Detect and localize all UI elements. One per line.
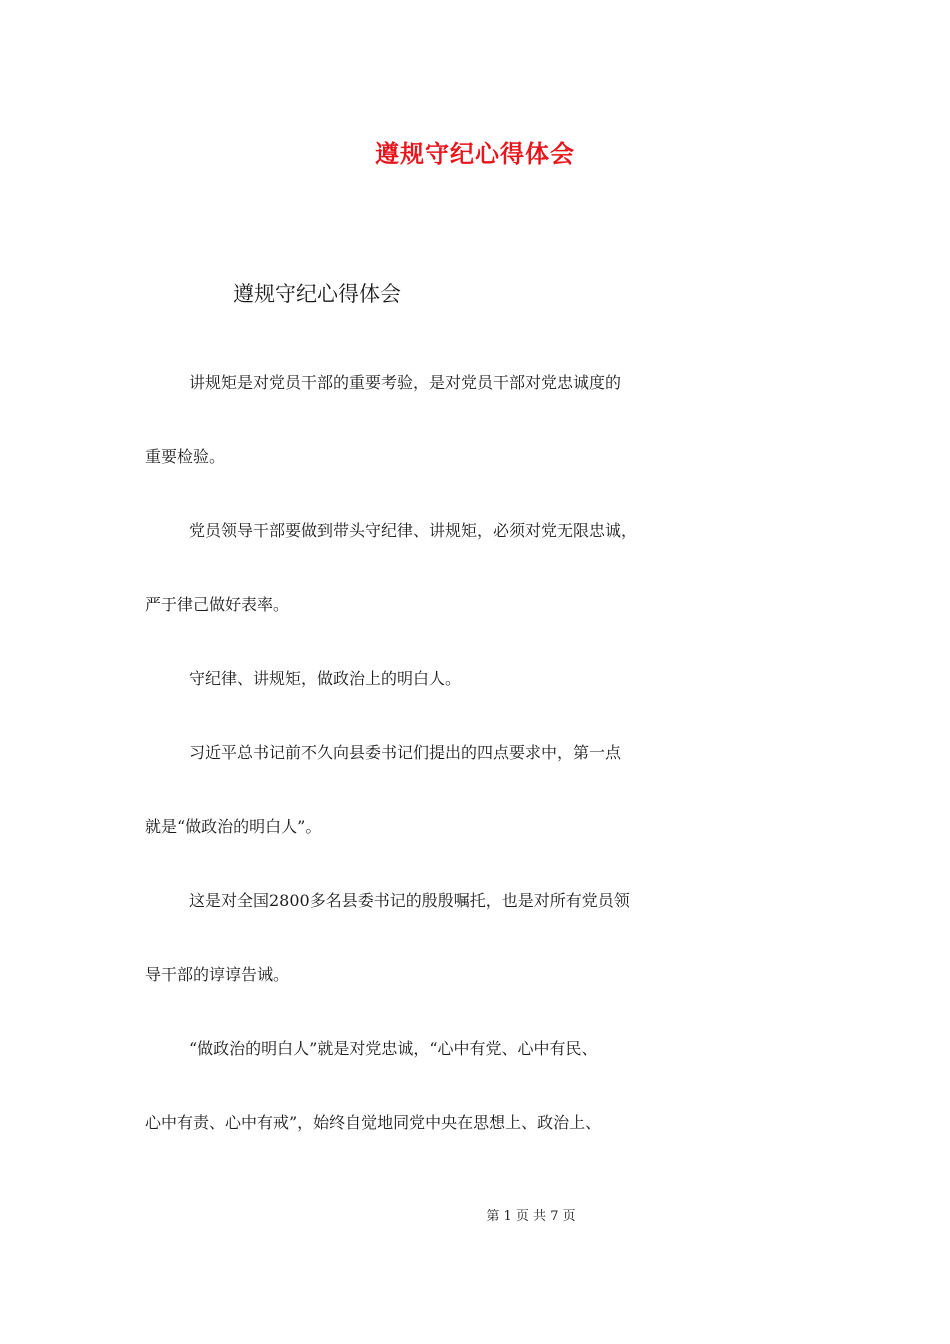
- page-number-footer: 第 1 页 共 7 页: [486, 1209, 576, 1224]
- paragraph-3: [145, 642, 810, 716]
- paragraph-line: 讲规矩是对党员干部的重要考验，是对党员干部对党忠诚度的: [189, 373, 622, 392]
- paragraph-4: [145, 716, 810, 864]
- paragraph-line: 这是对全国2800多名县委书记的殷殷嘱托，也是对所有党员领: [189, 891, 630, 910]
- paragraph-line: 守纪律、讲规矩，做政治上的明白人。: [189, 669, 462, 688]
- paragraph-6: [145, 1012, 810, 1160]
- paragraph-line: 就是“做政治的明白人”。: [145, 817, 322, 836]
- paragraph-1: [145, 346, 810, 494]
- document-title: 遵规守纪心得体会: [375, 139, 575, 168]
- paragraph-5: [145, 864, 810, 1012]
- paragraph-line: 重要检验。: [145, 447, 226, 466]
- paragraph-line: 习近平总书记前不久向县委书记们提出的四点要求中，第一点: [189, 743, 622, 762]
- document-body: [145, 270, 810, 1160]
- paragraph-line: “做政治的明白人”就是对党忠诚，“心中有党、心中有民、: [189, 1039, 598, 1058]
- document-subtitle: 遵规守纪心得体会: [233, 282, 401, 306]
- paragraph-line: 党员领导干部要做到带头守纪律、讲规矩，必须对党无限忠诚，: [189, 521, 638, 540]
- paragraph-2: [145, 494, 810, 642]
- paragraph-line: 导干部的谆谆告诫。: [145, 965, 290, 984]
- paragraph-line: 心中有责、心中有戒”，始终自觉地同党中央在思想上、政治上、: [145, 1113, 602, 1132]
- paragraph-line: 严于律己做好表率。: [145, 595, 290, 614]
